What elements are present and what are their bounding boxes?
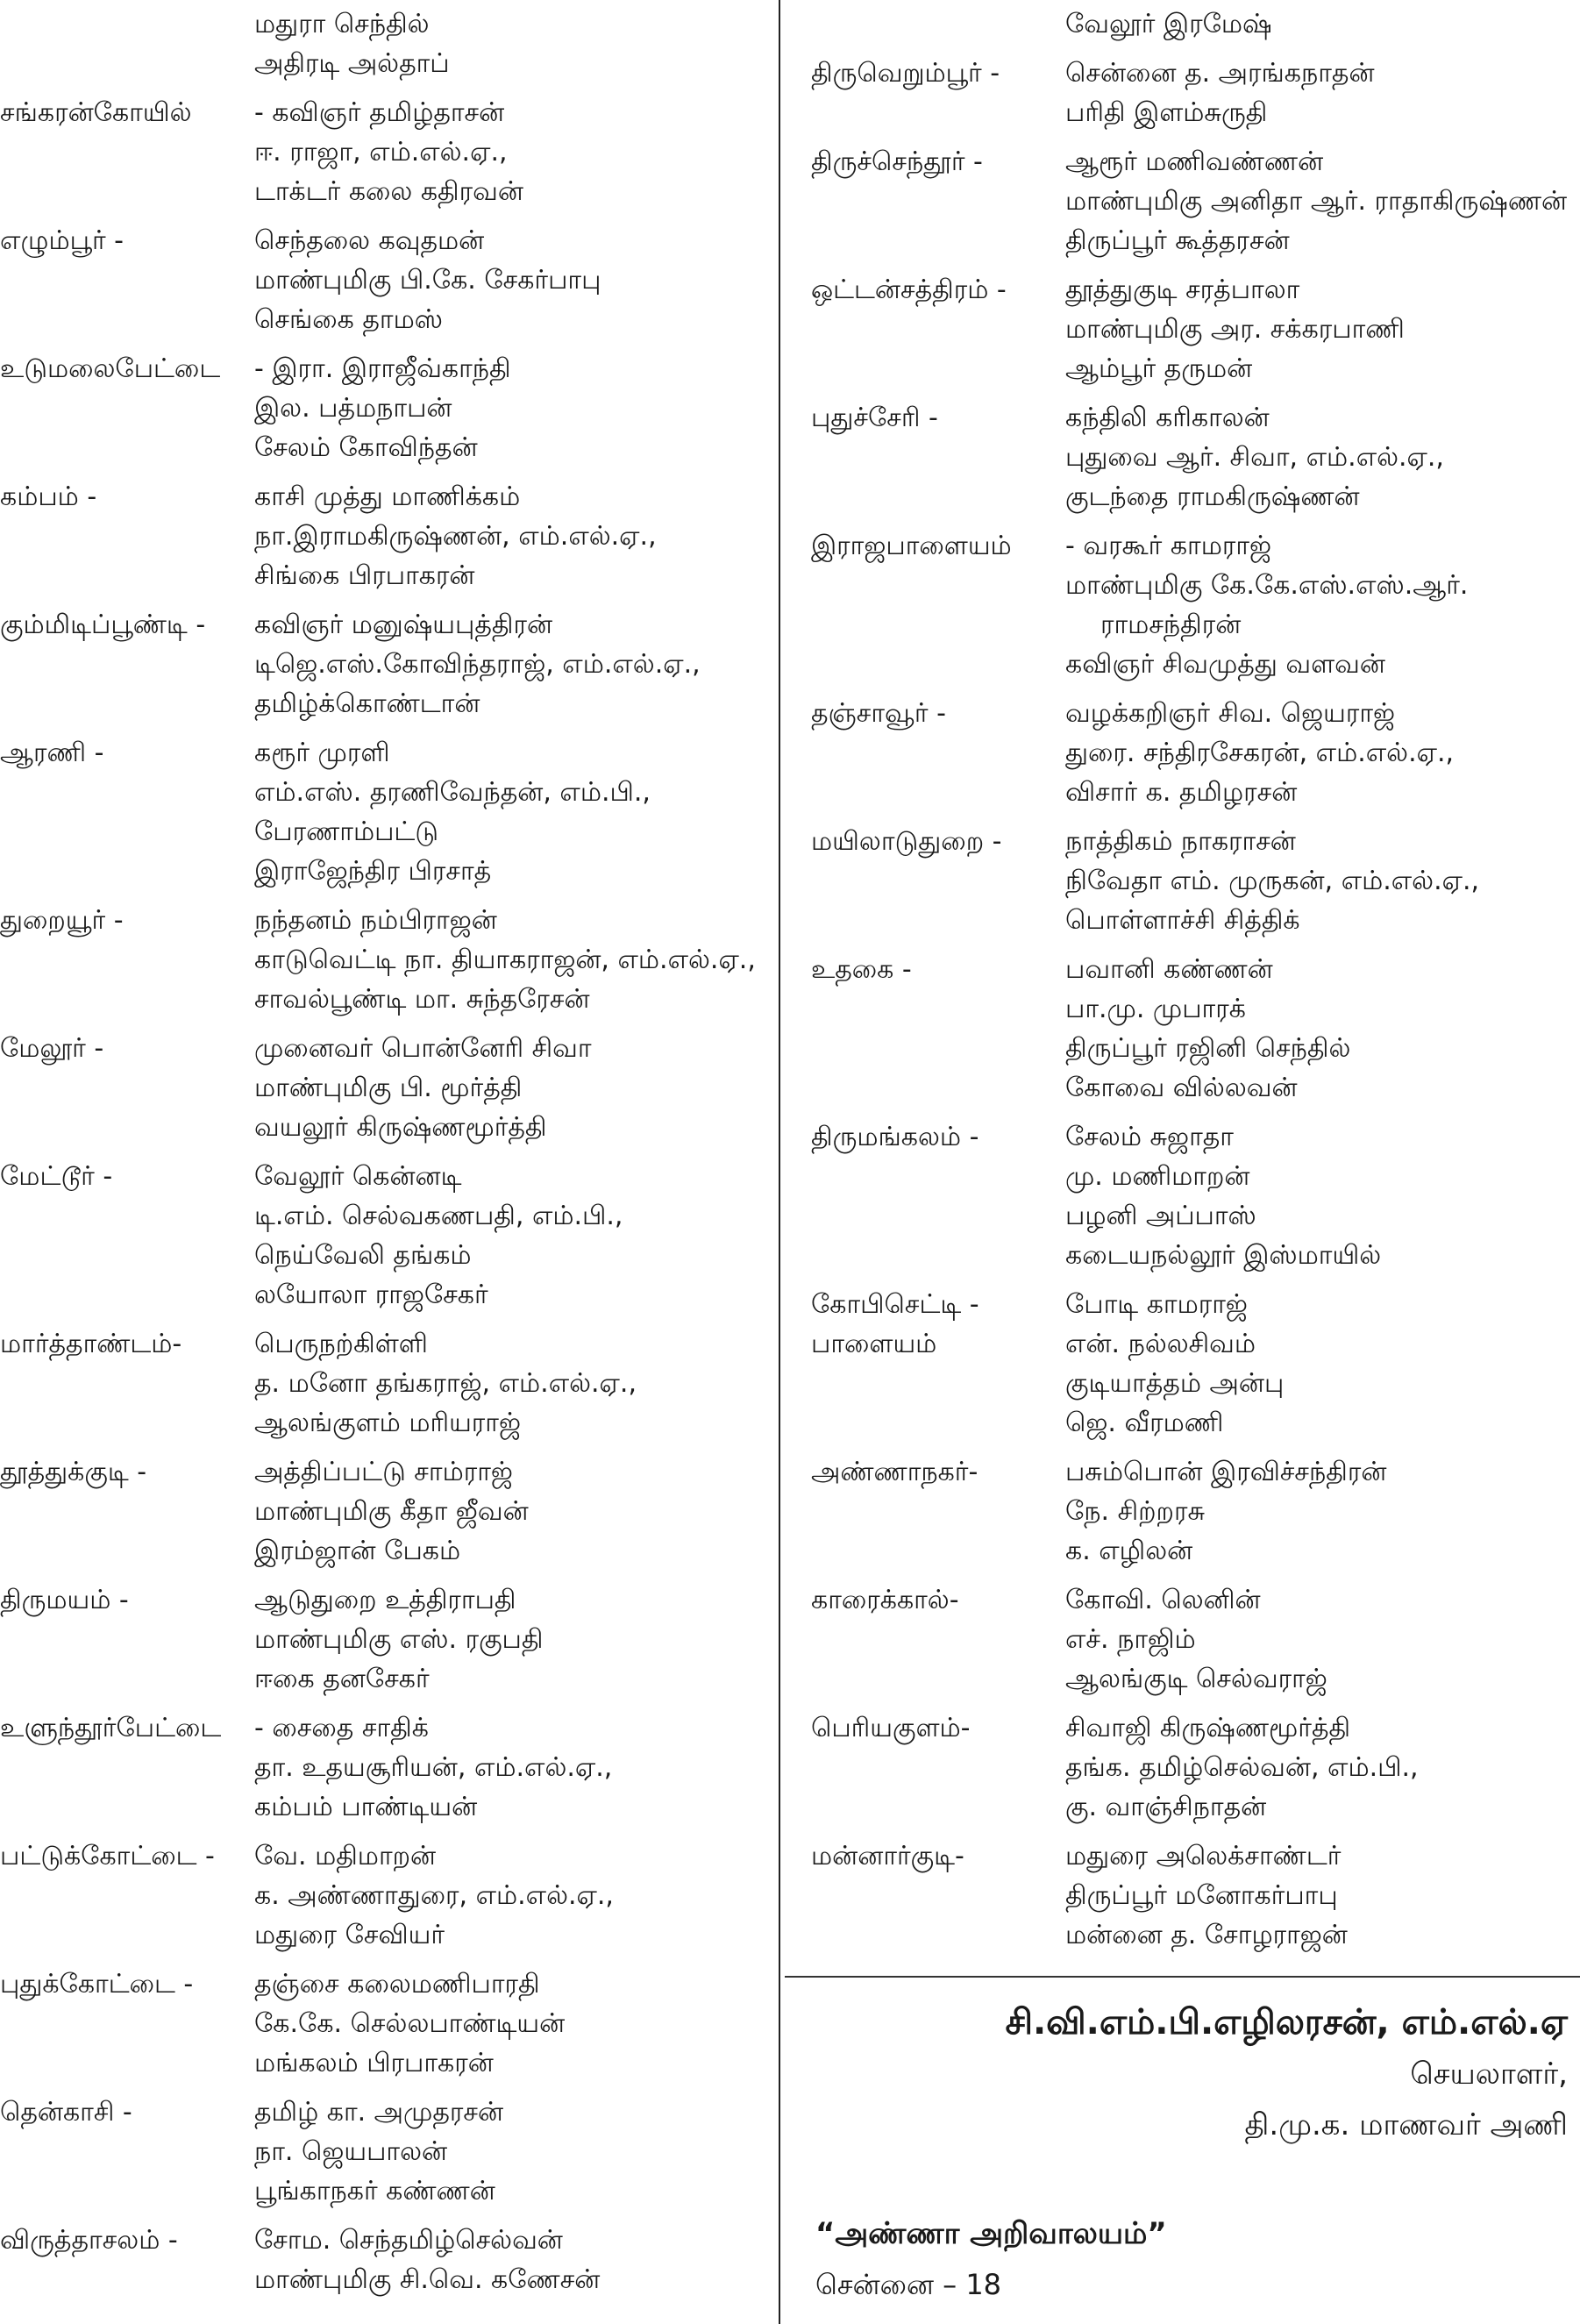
constituency-name <box>811 950 1065 1108</box>
constituency-name <box>811 1580 1065 1699</box>
constituency-entry <box>811 1580 1327 1699</box>
speaker-name: அதிரடி அல்தாப் <box>254 48 450 79</box>
constituency-label: திருவெறும்பூர் - <box>811 58 1000 89</box>
constituency-label: உளுந்தூர்பேட்டை <box>0 1713 222 1743</box>
speaker-list <box>1065 1708 1419 1827</box>
speaker-name: டிஜெ.எஸ்.கோவிந்தராஜ், எம்.எல்.ஏ., <box>254 649 701 680</box>
speaker-name: காசி முத்து மாணிக்கம் <box>254 481 521 512</box>
speaker-name: தமிழ் கா. அமுதரசன் <box>254 2097 504 2128</box>
speaker-list <box>254 477 657 595</box>
speaker-name: மாண்புமிகு கே.கே.எஸ்.எஸ்.ஆர். <box>1065 570 1469 601</box>
constituency-label: விருத்தாசலம் - <box>0 2225 178 2256</box>
speaker-name: நா.இராமகிருஷ்ணன், எம்.எல்.ஏ., <box>254 521 657 552</box>
constituency-name <box>0 221 254 339</box>
constituency-entry <box>0 733 651 891</box>
signature-rule <box>785 1976 1580 1978</box>
speaker-name: செங்கை தாமஸ் <box>254 304 443 335</box>
speaker-name: - வரகூர் காமராஜ் <box>1065 531 1272 561</box>
speaker-name: குடியாத்தம் அன்பு <box>1065 1368 1285 1399</box>
speaker-name: கரூர் முரளி <box>254 738 390 768</box>
constituency-entry <box>811 694 1454 812</box>
constituency-entry <box>811 526 1468 684</box>
constituency-entry <box>0 1324 637 1443</box>
speaker-name: பவானி கண்ணன் <box>1065 954 1273 985</box>
constituency-label: புதுக்கோட்டை - <box>0 1969 194 2000</box>
signatory-organization: தி.மு.க. மாணவர் அணி <box>1244 2107 1568 2142</box>
speaker-name: நே. சிற்றரசு <box>1065 1496 1206 1527</box>
speaker-name: ஆரூர் மணிவண்ணன் <box>1065 146 1324 177</box>
speaker-name: மாண்புமிகு பி.கே. சேகர்பாபு <box>254 265 601 296</box>
constituency-label: தூத்துக்குடி - <box>0 1457 147 1487</box>
constituency-name <box>811 1836 1065 1955</box>
speaker-name: புதுவை ஆர். சிவா, எம்.எல்.ஏ., <box>1065 442 1444 473</box>
speaker-name: மாண்புமிகு சி.வெ. கணேசன் <box>254 2264 601 2295</box>
speaker-name: வே. மதிமாறன் <box>254 1841 437 1871</box>
speaker-name: முனைவர் பொன்னேரி சிவா <box>254 1033 592 1064</box>
speaker-name: நந்தனம் நம்பிராஜன் <box>254 905 497 936</box>
constituency-name <box>0 2092 254 2211</box>
speaker-name: மதுரை சேவியர் <box>254 1920 445 1950</box>
speaker-name: போடி காமராஜ் <box>1065 1289 1248 1320</box>
speaker-list <box>1065 950 1350 1108</box>
speaker-list <box>254 1324 637 1443</box>
speaker-name: கவிஞர் மனுஷ்யபுத்திரன் <box>254 610 553 640</box>
constituency-name <box>0 733 254 891</box>
left-column <box>0 0 772 2324</box>
speaker-name: - இரா. இராஜீவ்காந்தி <box>254 353 511 384</box>
speaker-name: நெய்வேலி தங்கம் <box>254 1240 472 1271</box>
constituency-name <box>0 1580 254 1699</box>
speaker-list <box>254 349 511 467</box>
speaker-name: டாக்டர் கலை கதிரவன் <box>254 176 523 207</box>
speaker-name: ஆலங்குளம் மரியராஜ் <box>254 1408 521 1438</box>
speaker-name: திருப்பூர் கூத்தரசன் <box>1065 225 1290 256</box>
constituency-label: மயிலாடுதுறை - <box>811 826 1002 857</box>
constituency-name <box>811 1452 1065 1571</box>
constituency-entry <box>0 1708 612 1827</box>
speaker-name: ஈகை தனசேகர் <box>254 1664 430 1694</box>
speaker-list <box>1065 822 1479 940</box>
speaker-name: வழக்கறிஞர் சிவ. ஜெயராஜ் <box>1065 698 1396 729</box>
speaker-name: சிங்கை பிரபாகரன் <box>254 560 475 591</box>
constituency-label: ஒட்டன்சத்திரம் - <box>811 274 1007 305</box>
speaker-list <box>254 2092 503 2211</box>
speaker-list <box>1065 270 1405 389</box>
speaker-name: ஆடுதுறை உத்திராபதி <box>254 1585 516 1615</box>
constituency-entry <box>0 477 657 595</box>
speaker-name: லயோலா ராஜசேகர் <box>254 1280 488 1310</box>
constituency-name <box>811 1117 1065 1275</box>
constituency-name <box>811 822 1065 940</box>
speaker-list <box>254 4 450 83</box>
constituency-label: திருமங்கலம் - <box>811 1122 979 1152</box>
signatory-name: சி.வி.எம்.பி.எழிலரசன், எம்.எல்.ஏ <box>1005 2002 1568 2042</box>
constituency-name <box>0 605 254 724</box>
constituency-name <box>811 53 1065 132</box>
speaker-list <box>254 1452 529 1571</box>
constituency-label: துறையூர் - <box>0 905 124 936</box>
constituency-label: கும்மிடிப்பூண்டி - <box>0 610 206 640</box>
speaker-name: மாண்புமிகு எஸ். ரகுபதி <box>254 1624 544 1655</box>
speaker-name: தமிழ்க்கொண்டான் <box>254 688 480 719</box>
speaker-name: விசார் க. தமிழரசன் <box>1065 777 1298 808</box>
constituency-entry <box>0 1157 623 1315</box>
speaker-name: மு. மணிமாறன் <box>1065 1161 1250 1192</box>
speaker-name: இராஜேந்திர பிரசாத் <box>254 856 492 887</box>
speaker-name: நா. ஜெயபாலன் <box>254 2136 448 2167</box>
speaker-name: திருப்பூர் மனோகர்பாபு <box>1065 1880 1338 1911</box>
speaker-list <box>254 1580 543 1699</box>
speaker-name: வேலூர் கென்னடி <box>254 1161 462 1192</box>
constituency-entry <box>811 1708 1419 1827</box>
speaker-name: நாத்திகம் நாகராசன் <box>1065 826 1296 857</box>
speaker-name: வேலூர் இரமேஷ் <box>1065 9 1272 39</box>
speaker-name: மாண்புமிகு கீதா ஜீவன் <box>254 1496 529 1527</box>
constituency-entry <box>0 1964 565 2083</box>
speaker-name: கே.கே. செல்லபாண்டியன் <box>254 2008 566 2039</box>
speaker-name: இல. பத்மநாபன் <box>254 393 452 424</box>
constituency-entry <box>0 93 523 211</box>
constituency-name <box>0 2221 254 2299</box>
speaker-name: நிவேதா எம். முருகன், எம்.எல்.ஏ., <box>1065 866 1480 896</box>
constituency-entry <box>811 270 1405 389</box>
constituency-entry <box>0 4 450 83</box>
speaker-name: எச். நாஜிம் <box>1065 1624 1196 1655</box>
constituency-label: இராஜபாளையம் <box>811 531 1012 561</box>
constituency-entry <box>811 53 1375 132</box>
speaker-name: தூத்துகுடி சரத்பாலா <box>1065 274 1300 305</box>
speaker-list <box>1065 4 1272 44</box>
constituency-entry <box>811 1285 1284 1443</box>
speaker-name: மங்கலம் பிரபாகரன் <box>254 2048 494 2078</box>
speaker-name: மாண்புமிகு அனிதா ஆர். ராதாகிருஷ்ணன் <box>1065 186 1568 217</box>
speaker-name: டி.எம். செல்வகணபதி, எம்.பி., <box>254 1201 623 1231</box>
constituency-label: உதகை - <box>811 954 912 985</box>
speaker-name: காடுவெட்டி நா. தியாகராஜன், எம்.எல்.ஏ., <box>254 945 756 975</box>
speaker-name: ஜெ. வீரமணி <box>1065 1408 1224 1438</box>
constituency-label: பெரியகுளம்- <box>811 1713 971 1743</box>
constituency-label: மேட்டூர் - <box>0 1161 113 1192</box>
speaker-list <box>1065 694 1454 812</box>
constituency-name <box>0 1836 254 1955</box>
speaker-list <box>254 605 701 724</box>
constituency-name <box>811 1285 1065 1443</box>
speaker-list <box>254 93 523 211</box>
constituency-name <box>811 398 1065 517</box>
speaker-name: - கவிஞர் தமிழ்தாசன் <box>254 97 505 128</box>
speaker-name: செந்தலை கவுதமன் <box>254 225 485 256</box>
speaker-list <box>1065 1117 1381 1275</box>
speaker-name: இரம்ஜான் பேகம் <box>254 1536 461 1566</box>
speaker-list <box>1065 398 1444 517</box>
speaker-list <box>254 901 756 1019</box>
speaker-name: - சைதை சாதிக் <box>254 1713 429 1743</box>
speaker-name: கு. வாஞ்சிநாதன் <box>1065 1792 1267 1822</box>
signatory-title: செயலாளர், <box>1410 2057 1568 2092</box>
constituency-label: மார்த்தாண்டம்- <box>0 1329 182 1359</box>
constituency-name <box>0 4 254 83</box>
speaker-name: கோவி. லெனின் <box>1065 1585 1261 1615</box>
speaker-list <box>1065 1580 1327 1699</box>
speaker-list <box>254 1157 623 1315</box>
constituency-entry <box>811 1452 1386 1571</box>
address-city: சென்னை – 18 <box>815 2268 1002 2301</box>
constituency-entry <box>0 349 511 467</box>
constituency-name <box>811 694 1065 812</box>
speaker-name: சாவல்பூண்டி மா. சுந்தரேசன் <box>254 984 590 1015</box>
speaker-name: தா. உதயசூரியன், எம்.எல்.ஏ., <box>254 1752 613 1783</box>
address-building: “அண்ணா அறிவாலயம்” <box>815 2216 1167 2251</box>
constituency-entry <box>0 2092 503 2211</box>
speaker-name: பசும்பொன் இரவிச்சந்திரன் <box>1065 1457 1387 1487</box>
constituency-name <box>811 270 1065 389</box>
speaker-list <box>254 221 601 339</box>
constituency-entry <box>811 142 1567 260</box>
constituency-name <box>0 477 254 595</box>
constituency-label: கோபிசெட்டி - <box>811 1289 979 1320</box>
speaker-list <box>254 1964 565 2083</box>
speaker-list <box>254 1029 592 1147</box>
speaker-name: கோவை வில்லவன் <box>1065 1073 1298 1103</box>
speaker-name: கம்பம் பாண்டியன் <box>254 1792 478 1822</box>
constituency-entry <box>811 4 1272 44</box>
column-divider <box>779 0 780 2324</box>
speaker-name: சிவாஜி கிருஷ்ணமூர்த்தி <box>1065 1713 1351 1743</box>
constituency-label: மன்னார்குடி- <box>811 1841 964 1871</box>
constituency-label-cont: பாளையம் <box>811 1329 937 1359</box>
speaker-name: பெருநற்கிள்ளி <box>254 1329 428 1359</box>
speaker-name: பழனி அப்பாஸ் <box>1065 1201 1256 1231</box>
speaker-list <box>254 1708 612 1827</box>
speaker-name: குடந்தை ராமகிருஷ்ணன் <box>1065 481 1360 512</box>
speaker-name: ராமசந்திரன் <box>1100 610 1242 640</box>
constituency-label: அண்ணாநகர்- <box>811 1457 979 1487</box>
constituency-entry <box>0 901 756 1019</box>
speaker-list <box>254 733 651 891</box>
speaker-list <box>254 2221 600 2299</box>
speaker-name: சோம. செந்தமிழ்செல்வன் <box>254 2225 563 2256</box>
constituency-name <box>811 1708 1065 1827</box>
speaker-name: க. எழிலன் <box>1065 1536 1193 1566</box>
constituency-label: தென்காசி - <box>0 2097 132 2128</box>
constituency-entry <box>811 1836 1348 1955</box>
speaker-name: அத்திப்பட்டு சாம்ராஜ் <box>254 1457 513 1487</box>
constituency-label: காரைக்கால்- <box>811 1585 959 1615</box>
constituency-entry <box>0 221 601 339</box>
constituency-entry <box>0 1029 592 1147</box>
speaker-name: த. மனோ தங்கராஜ், எம்.எல்.ஏ., <box>254 1368 637 1399</box>
speaker-list <box>1065 1285 1284 1443</box>
constituency-label: தஞ்சாவூர் - <box>811 698 946 729</box>
constituency-label: திருமயம் - <box>0 1585 129 1615</box>
constituency-name <box>0 1452 254 1571</box>
constituency-name <box>0 1324 254 1443</box>
constituency-entry <box>0 1452 529 1571</box>
speaker-list <box>1065 142 1567 260</box>
speaker-name: க. அண்ணாதுரை, எம்.எல்.ஏ., <box>254 1880 614 1911</box>
constituency-name <box>811 526 1065 684</box>
speaker-name: பேரணாம்பட்டு <box>254 816 439 847</box>
constituency-label: கம்பம் - <box>0 481 97 512</box>
speaker-name: திருப்பூர் ரஜினி செந்தில் <box>1065 1033 1351 1064</box>
constituency-label: மேலூர் - <box>0 1033 104 1064</box>
speaker-name: சேலம் கோவிந்தன் <box>254 432 478 463</box>
speaker-name: கந்திலி கரிகாலன் <box>1065 403 1270 433</box>
constituency-label: திருச்செந்தூர் - <box>811 146 983 177</box>
speaker-name: வயலூர் கிருஷ்ணமூர்த்தி <box>254 1112 547 1143</box>
speaker-list <box>1065 1836 1348 1955</box>
speaker-name: பூங்காநகர் கண்ணன் <box>254 2176 495 2206</box>
constituency-entry <box>0 605 701 724</box>
constituency-entry <box>811 1117 1381 1275</box>
constituency-name <box>0 1157 254 1315</box>
constituency-entry <box>811 822 1479 940</box>
constituency-label: உடுமலைபேட்டை <box>0 353 221 384</box>
constituency-label: பட்டுக்கோட்டை - <box>0 1841 215 1871</box>
constituency-entry <box>0 2221 600 2299</box>
constituency-name <box>0 349 254 467</box>
speaker-name: பரிதி இளம்சுருதி <box>1065 97 1268 128</box>
speaker-name: என். நல்லசிவம் <box>1065 1329 1256 1359</box>
speaker-list <box>1065 53 1375 132</box>
constituency-label: புதுச்சேரி - <box>811 403 938 433</box>
speaker-name: கடையநல்லூர் இஸ்மாயில் <box>1065 1240 1382 1271</box>
speaker-list <box>1065 1452 1386 1571</box>
constituency-name <box>0 1708 254 1827</box>
speaker-name: மாண்புமிகு பி. மூர்த்தி <box>254 1073 523 1103</box>
speaker-name: மாண்புமிகு அர. சக்கரபாணி <box>1065 314 1405 345</box>
speaker-name: பா.மு. முபாரக் <box>1065 994 1246 1024</box>
constituency-label: எழும்பூர் - <box>0 225 125 256</box>
speaker-name: ஆலங்குடி செல்வராஜ் <box>1065 1664 1327 1694</box>
speaker-name: தங்க. தமிழ்செல்வன், எம்.பி., <box>1065 1752 1419 1783</box>
speaker-name: மன்னை த. சோழராஜன் <box>1065 1920 1348 1950</box>
constituency-entry <box>811 950 1350 1108</box>
constituency-name <box>0 1029 254 1147</box>
speaker-name: ஆம்பூர் தருமன் <box>1065 353 1253 384</box>
constituency-name <box>0 901 254 1019</box>
speaker-name: மதுரா செந்தில் <box>254 9 430 39</box>
constituency-entry <box>0 1836 614 1955</box>
speaker-name: சென்னை த. அரங்கநாதன் <box>1065 58 1375 89</box>
speaker-list <box>254 1836 614 1955</box>
speaker-name: பொள்ளாச்சி சித்திக் <box>1065 905 1300 936</box>
constituency-name <box>0 1964 254 2083</box>
constituency-entry <box>811 398 1444 517</box>
constituency-name <box>0 93 254 211</box>
speaker-list <box>1065 526 1468 684</box>
speaker-name: சேலம் சுஜாதா <box>1065 1122 1234 1152</box>
constituency-label: சங்கரன்கோயில் <box>0 97 192 128</box>
speaker-name: துரை. சந்திரசேகரன், எம்.எல்.ஏ., <box>1065 738 1455 768</box>
constituency-name <box>811 142 1065 260</box>
constituency-label: ஆரணி - <box>0 738 104 768</box>
speaker-name: தஞ்சை கலைமணிபாரதி <box>254 1969 540 2000</box>
speaker-name: மதுரை அலெக்சாண்டர் <box>1065 1841 1342 1871</box>
speaker-name: ஈ. ராஜா, எம்.எல்.ஏ., <box>254 137 508 168</box>
speaker-name: எம்.எஸ். தரணிவேந்தன், எம்.பி., <box>254 777 651 808</box>
speaker-name: கவிஞர் சிவமுத்து வளவன் <box>1065 649 1385 680</box>
constituency-name <box>811 4 1065 44</box>
constituency-entry <box>0 1580 543 1699</box>
